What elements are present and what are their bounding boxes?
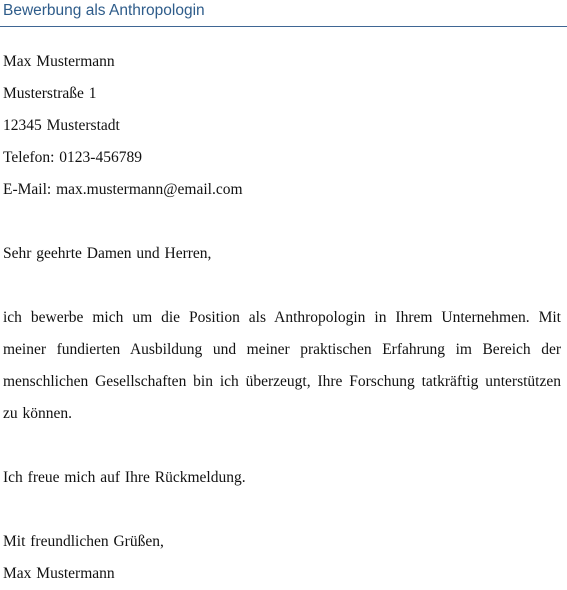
sender-phone: Telefon: 0123-456789 xyxy=(3,149,142,166)
body-line: zu können. xyxy=(3,405,73,422)
salutation: Sehr geehrte Damen und Herren, xyxy=(3,245,212,262)
spacer xyxy=(3,206,563,238)
document-title: Bewerbung als Anthropologin xyxy=(3,2,205,19)
signature-name: Max Mustermann xyxy=(3,565,115,582)
spacer xyxy=(3,430,563,462)
letter-body xyxy=(3,46,563,590)
sender-street: Musterstraße 1 xyxy=(3,85,97,102)
body-line: meiner fundierten Ausbildung und meiner praktischen Erfahrung im Bereich der xyxy=(3,341,561,358)
body-line: ich bewerbe mich um die Position als Anthropologin in Ihrem Unternehmen. Mit xyxy=(3,309,561,326)
sender-city: 12345 Musterstadt xyxy=(3,117,120,134)
body-paragraph xyxy=(3,302,563,430)
sender-name: Max Mustermann xyxy=(3,53,115,70)
sign-off: Mit freundlichen Grüßen, xyxy=(3,533,164,550)
document-header xyxy=(0,0,567,27)
sender-email: E-Mail: max.mustermann@email.com xyxy=(3,181,243,198)
spacer xyxy=(3,270,563,302)
body-line: menschlichen Gesellschaften bin ich überzeugt, Ihre Forschung tatkräftig unterstützen xyxy=(3,373,561,390)
closing-sentence: Ich freue mich auf Ihre Rückmeldung. xyxy=(3,469,246,486)
spacer xyxy=(3,494,563,526)
